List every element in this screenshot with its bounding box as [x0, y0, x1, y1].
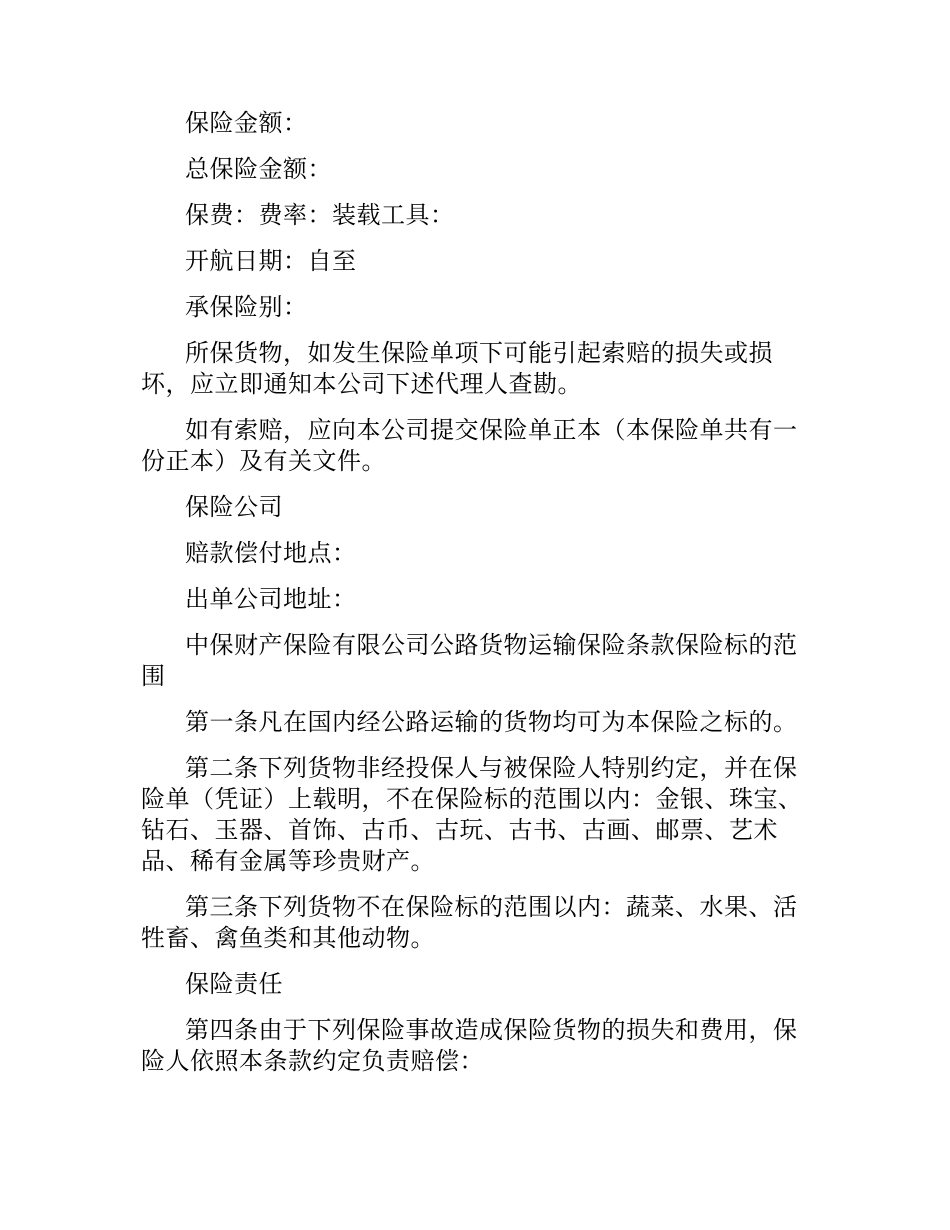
paragraph-loss-notice: 所保货物，如发生保险单项下可能引起索赔的损失或损坏，应立即通知本公司下述代理人查勘。 — [141, 339, 773, 398]
field-premium-rate-conveyance: 保费：费率：装载工具： — [185, 201, 455, 229]
article-3: 第三条下列货物不在保险标的范围以内：蔬菜、水果、活牲畜、禽鱼类和其他动物。 — [141, 893, 798, 952]
field-sailing-date: 开航日期：自至 — [185, 247, 357, 275]
article-2: 第二条下列货物非经投保人与被保险人特别约定，并在保险单（凭证）上载明，不在保险标的范围以内：金银、珠宝、钻石、玉器、首饰、古币、古玩、古书、古画、邮票、艺术品、稀有金属等珍贵财产。 — [141, 754, 803, 875]
article-4: 第四条由于下列保险事故造成保险货物的损失和费用，保险人依照本条款约定负责赔偿： — [141, 1016, 798, 1075]
paragraph-claim-documents: 如有索赔，应向本公司提交保险单正本（本保险单共有一份正本）及有关文件。 — [141, 416, 798, 475]
field-total-insured-amount: 总保险金额： — [185, 155, 332, 183]
field-insurance-company: 保险公司 — [185, 493, 283, 521]
field-coverage-type: 承保险别： — [185, 293, 308, 321]
field-issuer-address: 出单公司地址： — [185, 585, 357, 613]
field-claim-payment-place: 赔款偿付地点： — [185, 539, 357, 567]
document-body — [141, 108, 821, 1092]
section-heading-liability: 保险责任 — [185, 970, 283, 998]
field-insured-amount: 保险金额： — [185, 109, 308, 137]
article-1: 第一条凡在国内经公路运输的货物均可为本保险之标的。 — [185, 708, 798, 736]
section-heading-subject-scope: 中保财产保险有限公司公路货物运输保险条款保险标的范围 — [141, 631, 798, 690]
